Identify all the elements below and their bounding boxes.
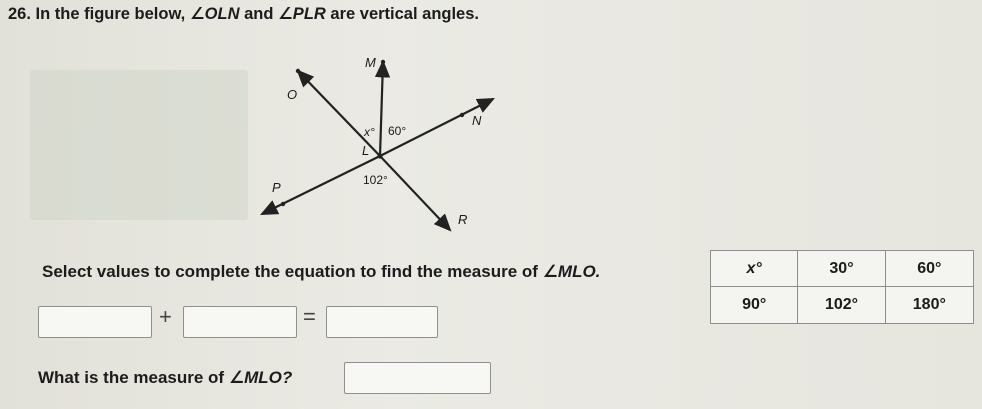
tile-180[interactable]: 180° <box>912 296 946 313</box>
equation-slot-2[interactable] <box>183 306 297 338</box>
question-text <box>8 4 479 24</box>
question-intro: In the figure below, <box>35 5 186 23</box>
angle-mlo-question: ∠MLO? <box>228 368 293 387</box>
angle-mlo: ∠MLO. <box>542 262 601 281</box>
angle-plr: ∠PLR <box>278 5 326 23</box>
final-question-body: What is the measure of <box>38 368 225 387</box>
faded-background-panel <box>30 70 248 220</box>
instruction-body: Select values to complete the equation to find the measure of <box>42 262 538 281</box>
question-conjunction: and <box>244 5 274 23</box>
question-number: 26. <box>8 5 31 23</box>
point-p-dot <box>281 202 285 206</box>
question-ending: are vertical angles. <box>330 5 479 23</box>
plus-sign: + <box>159 304 172 329</box>
equation-slot-3[interactable] <box>326 306 438 338</box>
tile-102[interactable]: 102° <box>798 287 885 323</box>
equals-sign: = <box>303 304 316 329</box>
label-l: L <box>362 143 370 158</box>
geometry-figure <box>245 50 515 250</box>
tile-x[interactable]: x° <box>711 251 798 287</box>
answer-tile-bank <box>710 250 974 324</box>
angle-60-label: 60° <box>388 124 407 138</box>
point-n-dot <box>460 113 464 117</box>
tile-60[interactable]: 60° <box>886 251 973 287</box>
point-l-dot <box>377 153 382 158</box>
label-r: R <box>458 212 468 227</box>
equation-slot-1[interactable] <box>38 306 152 338</box>
point-m-dot <box>381 60 385 64</box>
label-n: N <box>472 113 482 128</box>
angle-x-label: x° <box>364 125 375 139</box>
label-p: P <box>272 180 281 195</box>
point-r-dot <box>439 219 443 223</box>
final-question-text <box>38 368 292 388</box>
ray-lr <box>380 156 450 230</box>
ray-lm <box>380 62 383 156</box>
answer-input[interactable] <box>344 362 491 394</box>
label-o: O <box>287 87 298 102</box>
tile-30[interactable]: 30° <box>798 251 885 287</box>
angle-oln: ∠OLN <box>189 5 240 23</box>
instruction-text <box>42 262 600 282</box>
angle-102-label: 102° <box>363 173 388 187</box>
label-m: M <box>365 55 376 70</box>
point-o-dot <box>296 69 300 73</box>
tile-90[interactable]: 90° <box>711 287 798 323</box>
